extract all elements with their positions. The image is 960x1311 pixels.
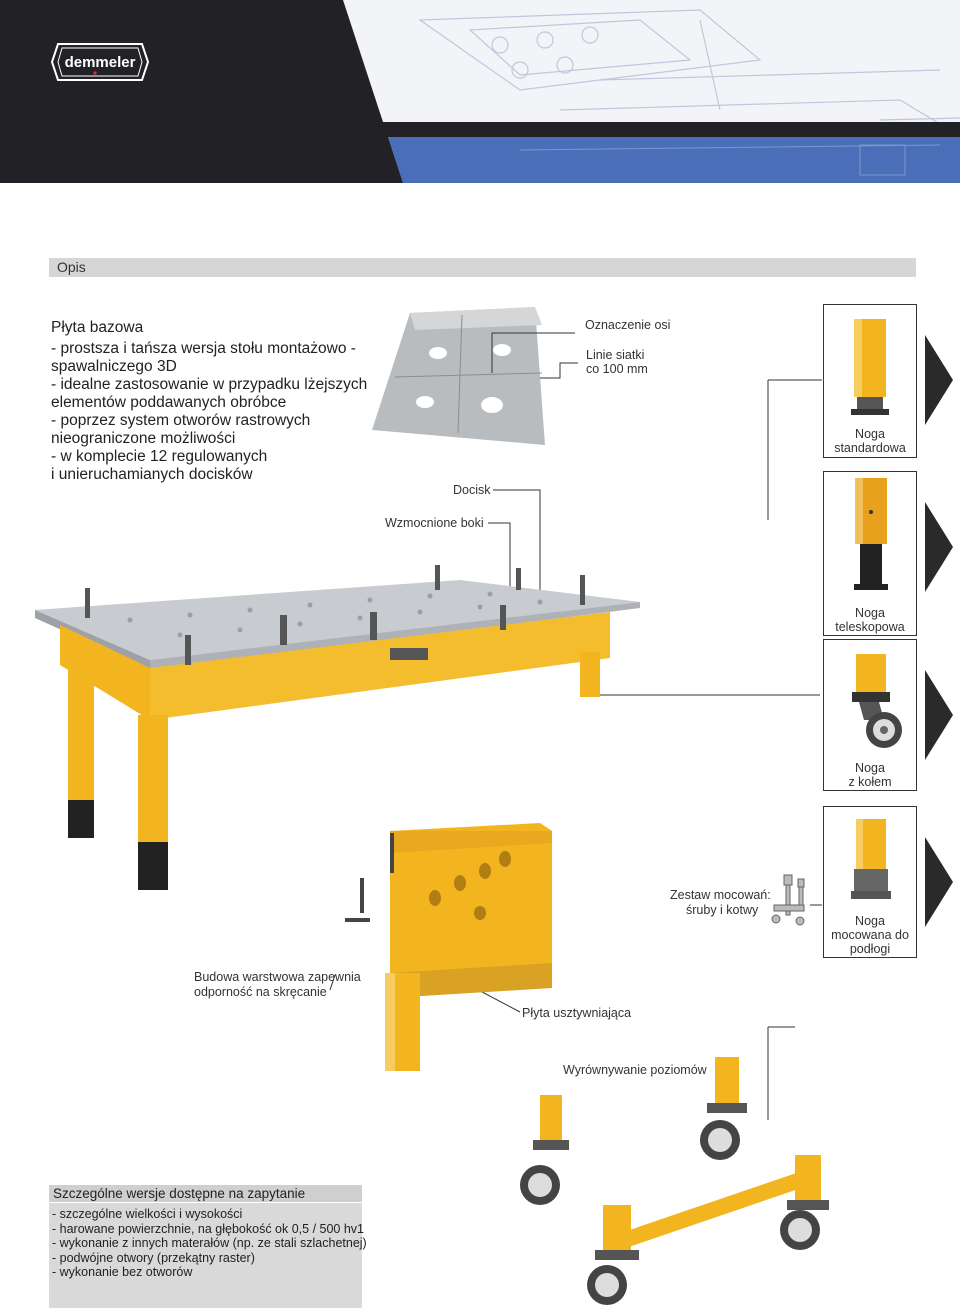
leg-standard-label-2: standardowa [834,441,906,455]
layered-build-label-2: odporność na skręcanie [194,985,327,999]
special-versions-title: Szczególne wersje dostępne na zapytanie [53,1186,306,1201]
description-line: - prostsza i tańsza wersja stołu montażowo - [51,340,356,357]
leg-wheel-label-1: Noga [855,761,885,775]
special-versions-box [49,1185,367,1308]
leg-telescopic-box [823,471,917,636]
reinforced-sides-label: Wzmocnione boki [385,516,484,530]
arrow-right-icon [925,335,953,425]
grid-spacing-label: co 100 mm [586,362,648,376]
leg-telescopic-label-2: teleskopowa [835,620,905,634]
description-title: Płyta bazowa [51,319,144,336]
floor-mounted-leg-image [824,807,916,911]
leg-wheel-box [823,639,917,791]
arrow-right-icon [925,670,953,760]
frame-section-image [340,823,560,1073]
description-line: - idealne zastosowanie w przypadku lżejszych [51,376,368,393]
list-item: - szczególne wielkości i wysokości [52,1207,243,1221]
leveling-label: Wyrównywanie poziomów [563,1063,707,1077]
leg-floor-label-3: podłogi [849,942,891,956]
leveling-casters-image [505,1045,835,1307]
svg-text:demmeler: demmeler [64,54,136,71]
description-line: - poprzez system otworów rastrowych [51,412,311,429]
list-item: - wykonanie z innych materałów (np. ze stali szlachetnej) [52,1236,367,1251]
description-line: spawalniczego 3D [51,358,177,375]
description-line: i unieruchamianych docisków [51,466,253,483]
telescopic-leg-image [824,472,916,602]
leg-standard-box [823,304,917,458]
layered-build-label-1: Budowa warstwowa zapewnia [194,970,361,984]
leg-floor-label-1: Noga [855,914,885,928]
arrow-right-icon [925,837,953,927]
stiffening-plate-label: Płyta usztywniająca [522,1006,632,1020]
leg-floor-label-2: mocowana do [831,928,909,942]
list-item: - podwójne otwory (przekątny raster) [52,1250,255,1265]
clamp-label: Docisk [453,483,491,497]
grid-lines-label: Linie siatki [586,348,645,362]
list-item: - harowane powierzchnie, na głębokość ok 0,5 / 500 hv1 [52,1221,364,1236]
bolts-anchors-image [770,873,812,931]
mounting-set-label-1: Zestaw mocowań: [670,888,771,902]
special-versions-header [49,1185,362,1203]
mounting-set-label-2: śruby i kotwy [686,903,759,917]
section-title: Opis [57,259,86,275]
wheel-leg-image [824,640,916,758]
axis-marking-label: Oznaczenie osi [585,318,671,332]
special-versions-list [52,1207,367,1280]
arrow-right-icon [925,502,953,592]
leg-standard-label-1: Noga [855,427,885,441]
leg-floor-mounted-box [823,806,917,958]
description-line: elementów poddawanych obróbce [51,394,287,411]
standard-leg-image [824,305,916,425]
description-line: - w komplecie 12 regulowanych [51,448,268,465]
list-item: - wykonanie bez otworów [52,1265,193,1280]
description-line: nieograniczone możliwości [51,430,236,447]
leg-wheel-label-2: z kołem [848,775,892,789]
leg-telescopic-label-1: Noga [855,606,885,620]
